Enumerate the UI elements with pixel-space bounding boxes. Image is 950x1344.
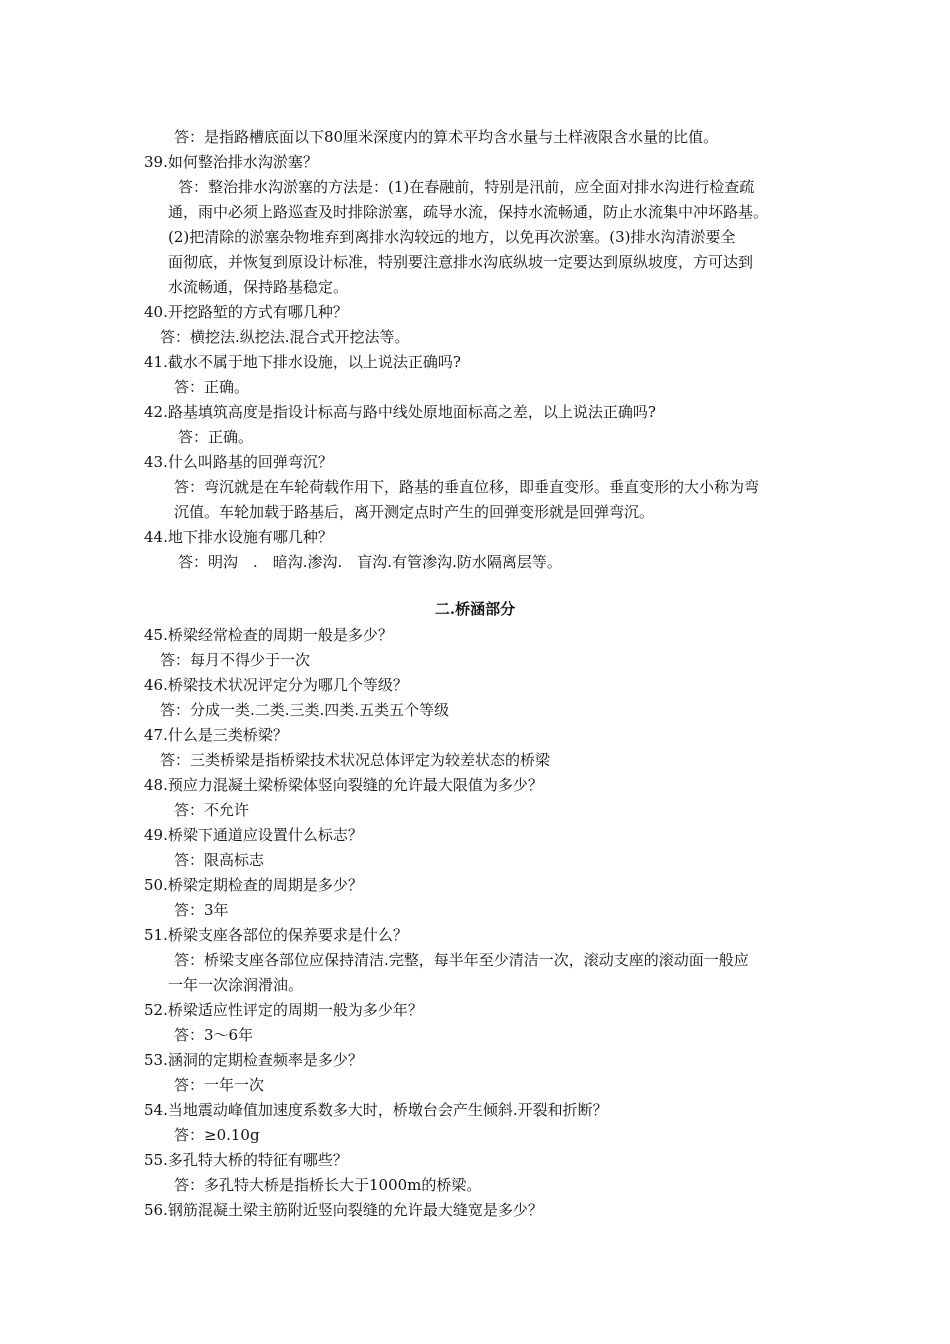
answer-48: 答：不允许 — [174, 801, 250, 819]
answer-43-line-1: 答：弯沉就是在车轮荷载作用下，路基的垂直位移，即垂直变形。垂直变形的大小称为弯 — [174, 478, 760, 496]
question-47: 47.什么是三类桥梁？ — [144, 726, 288, 744]
answer-50: 答：3年 — [174, 901, 229, 919]
answer-52: 答：3～6年 — [174, 1026, 254, 1044]
question-44: 44.地下排水设施有哪几种？ — [144, 528, 333, 546]
answer-45: 答：每月不得少于一次 — [160, 651, 311, 669]
question-51: 51.桥梁支座各部位的保养要求是什么？ — [144, 926, 408, 944]
answer-43-line-2: 沉值。车轮加载于路基后，离开测定点时产生的回弹变形就是回弹弯沉。 — [174, 503, 655, 521]
answer-51-line-1: 答：桥梁支座各部位应保持清洁.完整，每半年至少清洁一次，滚动支座的滚动面一般应 — [174, 951, 749, 969]
answer-41: 答：正确。 — [174, 378, 250, 396]
section-heading: 二.桥涵部分 — [434, 600, 516, 618]
question-53: 53.涵洞的定期检查频率是多少？ — [144, 1051, 363, 1069]
answer-47: 答：三类桥梁是指桥梁技术状况总体评定为较差状态的桥梁 — [160, 751, 551, 769]
answer-39-line-4: 面彻底，并恢复到原设计标准，特别要注意排水沟底纵坡一定要达到原纵坡度，方可达到 — [168, 253, 754, 271]
question-54: 54.当地震动峰值加速度系数多大时，桥墩台会产生倾斜.开裂和折断？ — [144, 1101, 608, 1119]
question-48: 48.预应力混凝土梁桥梁体竖向裂缝的允许最大限值为多少？ — [144, 776, 543, 794]
question-39: 39.如何整治排水沟淤塞？ — [144, 153, 318, 171]
answer-39-line-3: (2)把清除的淤塞杂物堆弃到离排水沟较远的地方，以免再次淤塞。(3)排水沟清淤要全 — [168, 228, 736, 246]
question-49: 49.桥梁下通道应设置什么标志？ — [144, 826, 363, 844]
question-50: 50.桥梁定期检查的周期是多少？ — [144, 876, 363, 894]
answer-38: 答：是指路槽底面以下80厘米深度内的算术平均含水量与土样液限含水量的比值。 — [174, 128, 719, 146]
answer-51-line-2: 一年一次涂润滑油。 — [168, 976, 304, 994]
answer-42: 答：正确。 — [178, 428, 254, 446]
answer-39-line-2: 通，雨中必须上路巡查及时排除淤塞，疏导水流，保持水流畅通，防止水流集中冲坏路基。 — [168, 203, 769, 221]
question-40: 40.开挖路堑的方式有哪几种？ — [144, 303, 348, 321]
question-45: 45.桥梁经常检查的周期一般是多少？ — [144, 626, 393, 644]
answer-44: 答：明沟 . 暗沟.渗沟. 盲沟.有管渗沟.防水隔离层等。 — [178, 553, 562, 571]
answer-46: 答：分成一类.二类.三类.四类.五类五个等级 — [160, 701, 450, 719]
answer-49: 答：限高标志 — [174, 851, 265, 869]
question-42: 42.路基填筑高度是指设计标高与路中线处原地面标高之差，以上说法正确吗? — [144, 403, 656, 421]
answer-55: 答：多孔特大桥是指桥长大于1000m的桥梁。 — [174, 1176, 482, 1194]
question-56: 56.钢筋混凝土梁主筋附近竖向裂缝的允许最大缝宽是多少？ — [144, 1201, 543, 1219]
question-43: 43.什么叫路基的回弹弯沉？ — [144, 453, 333, 471]
answer-39-line-5: 水流畅通，保持路基稳定。 — [168, 278, 349, 296]
question-41: 41.截水不属于地下排水设施，以上说法正确吗? — [144, 353, 461, 371]
question-55: 55.多孔特大桥的特征有哪些？ — [144, 1151, 348, 1169]
question-52: 52.桥梁适应性评定的周期一般为多少年？ — [144, 1001, 423, 1019]
answer-40: 答：横挖法.纵挖法.混合式开挖法等。 — [160, 328, 410, 346]
answer-53: 答：一年一次 — [174, 1076, 265, 1094]
answer-54: 答：≥0.10g — [174, 1126, 260, 1144]
answer-39-line-1: 答：整治排水沟淤塞的方法是：(1)在春融前，特别是汛前，应全面对排水沟进行检查疏 — [178, 178, 755, 196]
question-46: 46.桥梁技术状况评定分为哪几个等级？ — [144, 676, 408, 694]
